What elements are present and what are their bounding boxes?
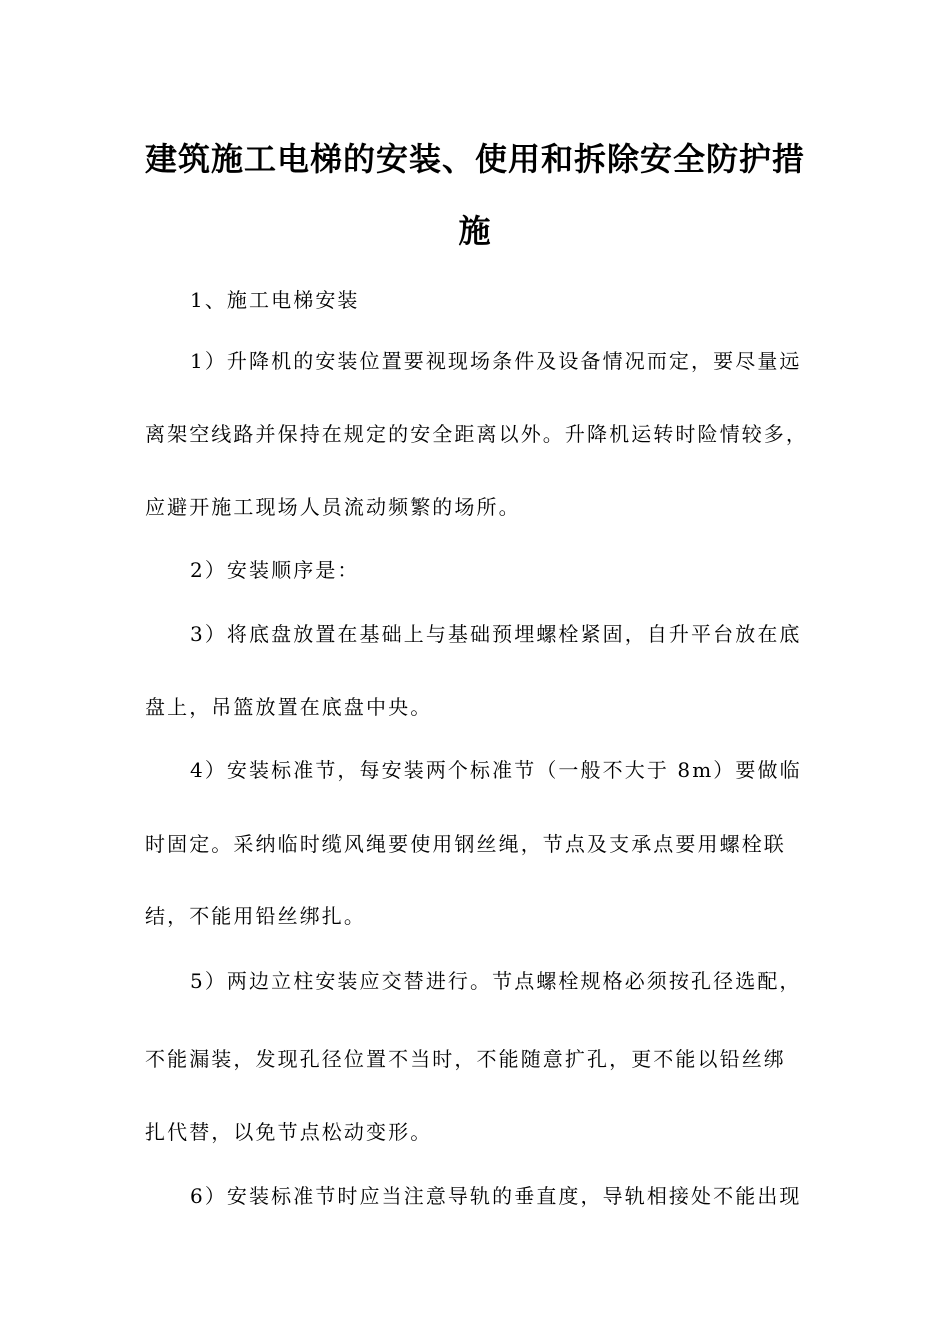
body-line: 1、施工电梯安装 — [190, 288, 360, 312]
body-line: 扎代替，以免节点松动变形。 — [145, 1120, 433, 1144]
body-line: 3）将底盘放置在基础上与基础预埋螺栓紧固，自升平台放在底 — [190, 622, 802, 646]
body-line: 应避开施工现场人员流动频繁的场所。 — [145, 495, 521, 519]
body-line: 离架空线路并保持在规定的安全距离以外。升降机运转时险情较多， — [145, 422, 808, 446]
body-line: 1）升降机的安装位置要视现场条件及设备情况而定，要尽量远 — [190, 349, 802, 373]
body-line: 5）两边立柱安装应交替进行。节点螺栓规格必须按孔径选配， — [190, 969, 802, 993]
body-line: 2）安装顺序是： — [190, 558, 360, 582]
body-line: 不能漏装，发现孔径位置不当时，不能随意扩孔，更不能以铅丝绑 — [145, 1047, 786, 1071]
body-line: 时固定。采纳临时缆风绳要使用钢丝绳，节点及支承点要用螺栓联 — [145, 832, 786, 856]
document-title-line-2: 施 — [458, 212, 492, 250]
body-line: 盘上，吊篮放置在底盘中央。 — [145, 695, 433, 719]
body-line: 6）安装标准节时应当注意导轨的垂直度，导轨相接处不能出现 — [190, 1184, 802, 1208]
body-line: 4）安装标准节，每安装两个标准节（一般不大于 8m）要做临 — [190, 758, 802, 782]
document-title-line-1: 建筑施工电梯的安装、使用和拆除安全防护措 — [144, 140, 805, 178]
body-line: 结，不能用铅丝绑扎。 — [145, 904, 366, 928]
